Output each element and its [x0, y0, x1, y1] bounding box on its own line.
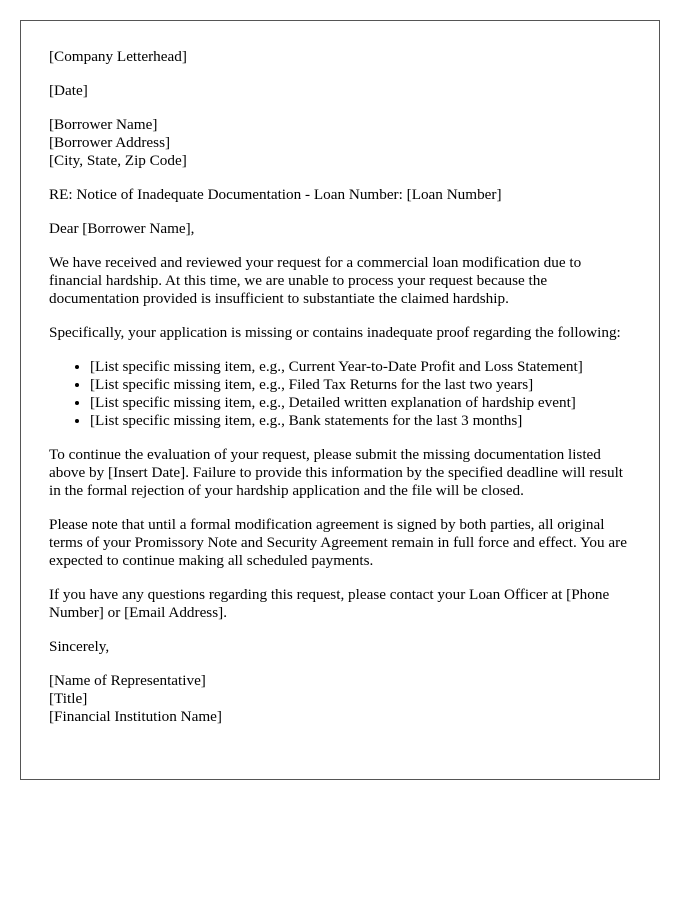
- salutation: Dear [Borrower Name],: [49, 220, 195, 237]
- recipient-block: [49, 116, 631, 170]
- list-item: • [List specific missing item, e.g., Detailed written explanation of hardship event]: [90, 394, 631, 412]
- list-item: • [List specific missing item, e.g., Bank statements for the last 3 months]: [90, 412, 631, 430]
- contact-paragraph: If you have any questions regarding this request, please contact your Loan Officer at [Phone Number] or [Email Address].: [49, 586, 610, 621]
- letter-date: [Date]: [49, 82, 88, 99]
- borrower-address: [Borrower Address]: [49, 134, 171, 151]
- representative-title: [Title]: [49, 690, 88, 707]
- borrower-city-state-zip: [City, State, Zip Code]: [49, 152, 187, 169]
- closing: Sincerely,: [49, 638, 110, 655]
- intro-paragraph: We have received and reviewed your request for a commercial loan modification due to financial hardship. At this time, we are unable to process your request because the documentation provided is insufficient to substantiate the claimed hardship.: [49, 254, 582, 307]
- representative-name: [Name of Representative]: [49, 672, 206, 689]
- borrower-name: [Borrower Name]: [49, 116, 158, 133]
- list-item: • [List specific missing item, e.g., Filed Tax Returns for the last two years]: [90, 376, 631, 394]
- subject-line: RE: Notice of Inadequate Documentation - Loan Number: [Loan Number]: [49, 186, 502, 203]
- specifics-paragraph: Specifically, your application is missing or contains inadequate proof regarding the following:: [49, 324, 621, 341]
- letter-document: [20, 20, 660, 780]
- signature-block: [49, 672, 631, 726]
- deadline-paragraph: To continue the evaluation of your request, please submit the missing documentation listed above by [Insert Date]. Failure to provide this information by the specified deadline will result in the formal rejection of your hardship application and the file will be closed.: [49, 446, 624, 499]
- missing-items-list: [49, 358, 631, 430]
- institution-name: [Financial Institution Name]: [49, 708, 222, 725]
- company-letterhead: [Company Letterhead]: [49, 48, 187, 65]
- list-item: • [List specific missing item, e.g., Current Year-to-Date Profit and Loss Statement]: [90, 358, 631, 376]
- terms-paragraph: Please note that until a formal modification agreement is signed by both parties, all original terms of your Promissory Note and Security Agreement remain in full force and effect. You are expected to continue making all scheduled payments.: [49, 516, 627, 569]
